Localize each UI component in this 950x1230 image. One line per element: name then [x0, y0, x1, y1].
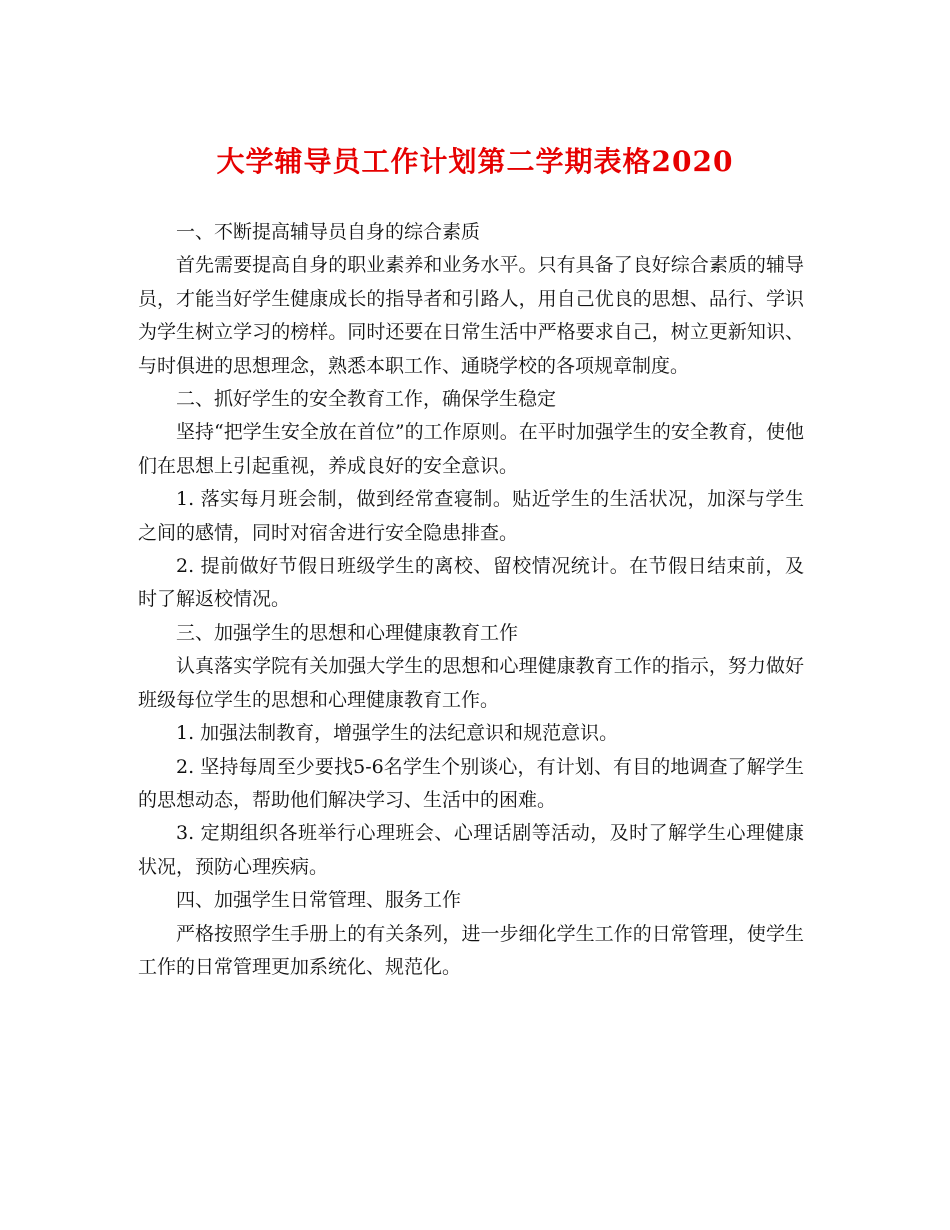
- section-heading-2: 二、抓好学生的安全教育工作，确保学生稳定: [176, 388, 557, 411]
- list-item: 1. 加强法制教育，增强学生的法纪意识和规范意识。: [176, 722, 619, 745]
- section-heading-1: 一、不断提高辅导员自身的综合素质: [176, 221, 481, 243]
- section-heading-3: 三、加强学生的思想和心理健康教育工作: [176, 621, 519, 644]
- section-heading-4: 四、加强学生日常管理、服务工作: [176, 889, 462, 912]
- document-body: [138, 216, 804, 984]
- paragraph: 首先需要提高自身的职业素养和业务水平。只有具备了良好综合素质的辅导员，才能当好学生健康成长的指导者和引路人，用自己优良的思想、品行、学识为学生树立学习的榜样。同时还要在日常生活中严格要求自己，树立更新知识、与时俱进的思想理念，熟悉本职工作、通晓学校的各项规章制度。: [138, 254, 804, 377]
- paragraph: 严格按照学生手册上的有关条列，进一步细化学生工作的日常管理，使学生工作的日常管理更加系统化、规范化。: [138, 922, 804, 978]
- paragraph: 坚持“把学生安全放在首位”的工作原则。在平时加强学生的安全教育，使他们在思想上引起重视，养成良好的安全意识。: [138, 421, 804, 477]
- paragraph: 认真落实学院有关加强大学生的思想和心理健康教育工作的指示，努力做好班级每位学生的思想和心理健康教育工作。: [138, 655, 804, 711]
- document-title: 大学辅导员工作计划第二学期表格2020: [216, 145, 734, 178]
- list-item: 3. 定期组织各班举行心理班会、心理话剧等活动，及时了解学生心理健康状况，预防心理疾病。: [138, 822, 804, 878]
- list-item: 2. 坚持每周至少要找5-6名学生个别谈心，有计划、有目的地调查了解学生的思想动态，帮助他们解决学习、生活中的困难。: [138, 755, 804, 811]
- list-item: 2. 提前做好节假日班级学生的离校、留校情况统计。在节假日结束前，及时了解返校情况。: [138, 555, 804, 611]
- list-item: 1. 落实每月班会制，做到经常查寝制。贴近学生的生活状况，加深与学生之间的感情，同时对宿舍进行安全隐患排查。: [138, 488, 804, 544]
